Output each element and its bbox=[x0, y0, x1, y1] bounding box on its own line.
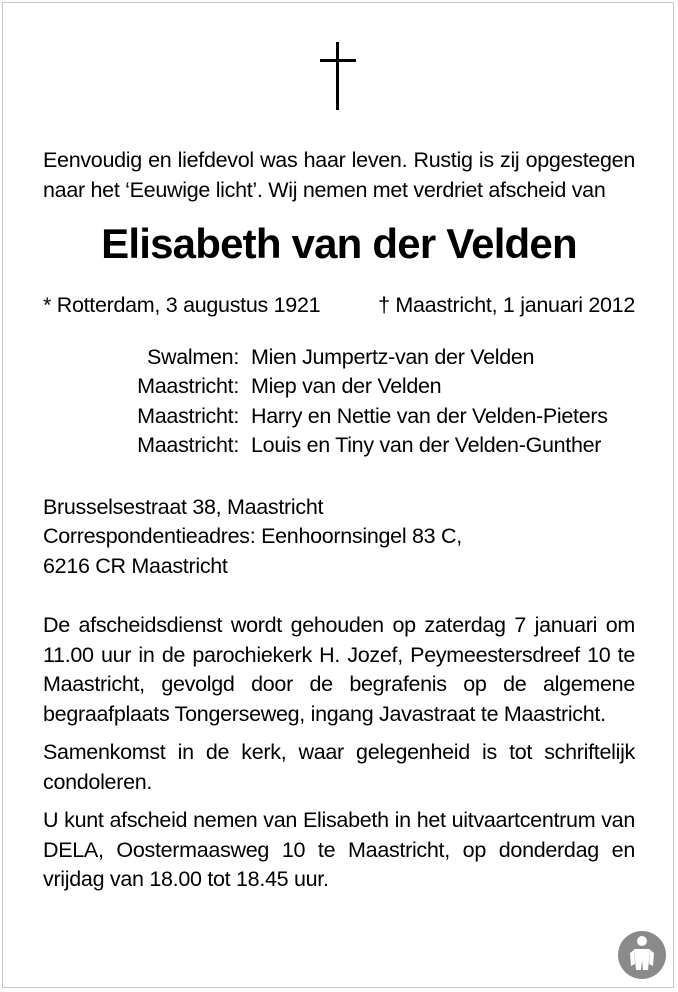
address-line: 6216 CR Maastricht bbox=[43, 553, 228, 578]
family-row bbox=[43, 372, 608, 402]
family-names: Louis en Tiny van der Velden-Gunther bbox=[251, 433, 602, 457]
intro-text: Eenvoudig en liefdevol was haar leven. Rustig is zij opgestegen naar het ‘Eeuwige licht’. Wij nemen met verdriet afscheid van bbox=[43, 148, 635, 202]
family-row bbox=[43, 402, 608, 432]
cross-icon bbox=[320, 42, 356, 110]
notice-body bbox=[43, 146, 635, 895]
address-line: Brusselsestraat 38, Maastricht bbox=[43, 494, 324, 519]
address-line: Correspondentieadres: Eenhoornsingel 83 C, bbox=[43, 524, 462, 548]
family-row bbox=[43, 431, 608, 461]
family-place: Maastricht: bbox=[137, 374, 239, 398]
viewing-text: U kunt afscheid nemen van Elisabeth in het uitvaartcentrum van DELA, Oostermaasweg 10 te Maastricht, op donderdag en vrijdag van 18.00 tot 18.45 uur. bbox=[43, 808, 635, 891]
service-text: De afscheidsdienst wordt gehouden op zaterdag 7 januari om 11.00 uur in de parochiekerk H. Jozef, Peymeestersdreef 10 te Maastricht, gevolgd door de begrafenis op de algemene begraafplaats Tongerseweg, ingang Javastraat te Maastricht. bbox=[43, 613, 635, 726]
family-place: Swalmen: bbox=[147, 344, 239, 369]
gathering-text: Samenkomst in de kerk, waar gelegenheid is tot schriftelijk condoleren. bbox=[43, 740, 635, 794]
family-place: Maastricht: bbox=[137, 433, 239, 457]
deceased-name: Elisabeth van der Velden bbox=[101, 220, 577, 267]
life-dates bbox=[43, 291, 635, 321]
family-row bbox=[43, 343, 608, 373]
family-names: Harry en Nettie van der Velden-Pieters bbox=[251, 403, 608, 428]
family-names: Miep van der Velden bbox=[251, 374, 442, 398]
family-names: Mien Jumpertz-van der Velden bbox=[251, 344, 535, 369]
birth-date: * Rotterdam, 3 augustus 1921 bbox=[43, 293, 321, 317]
family-place: Maastricht: bbox=[137, 403, 239, 428]
address-block bbox=[43, 493, 635, 582]
death-date: † Maastricht, 1 januari 2012 bbox=[378, 293, 635, 317]
dela-logo-icon bbox=[617, 930, 667, 980]
family-list bbox=[43, 343, 608, 461]
